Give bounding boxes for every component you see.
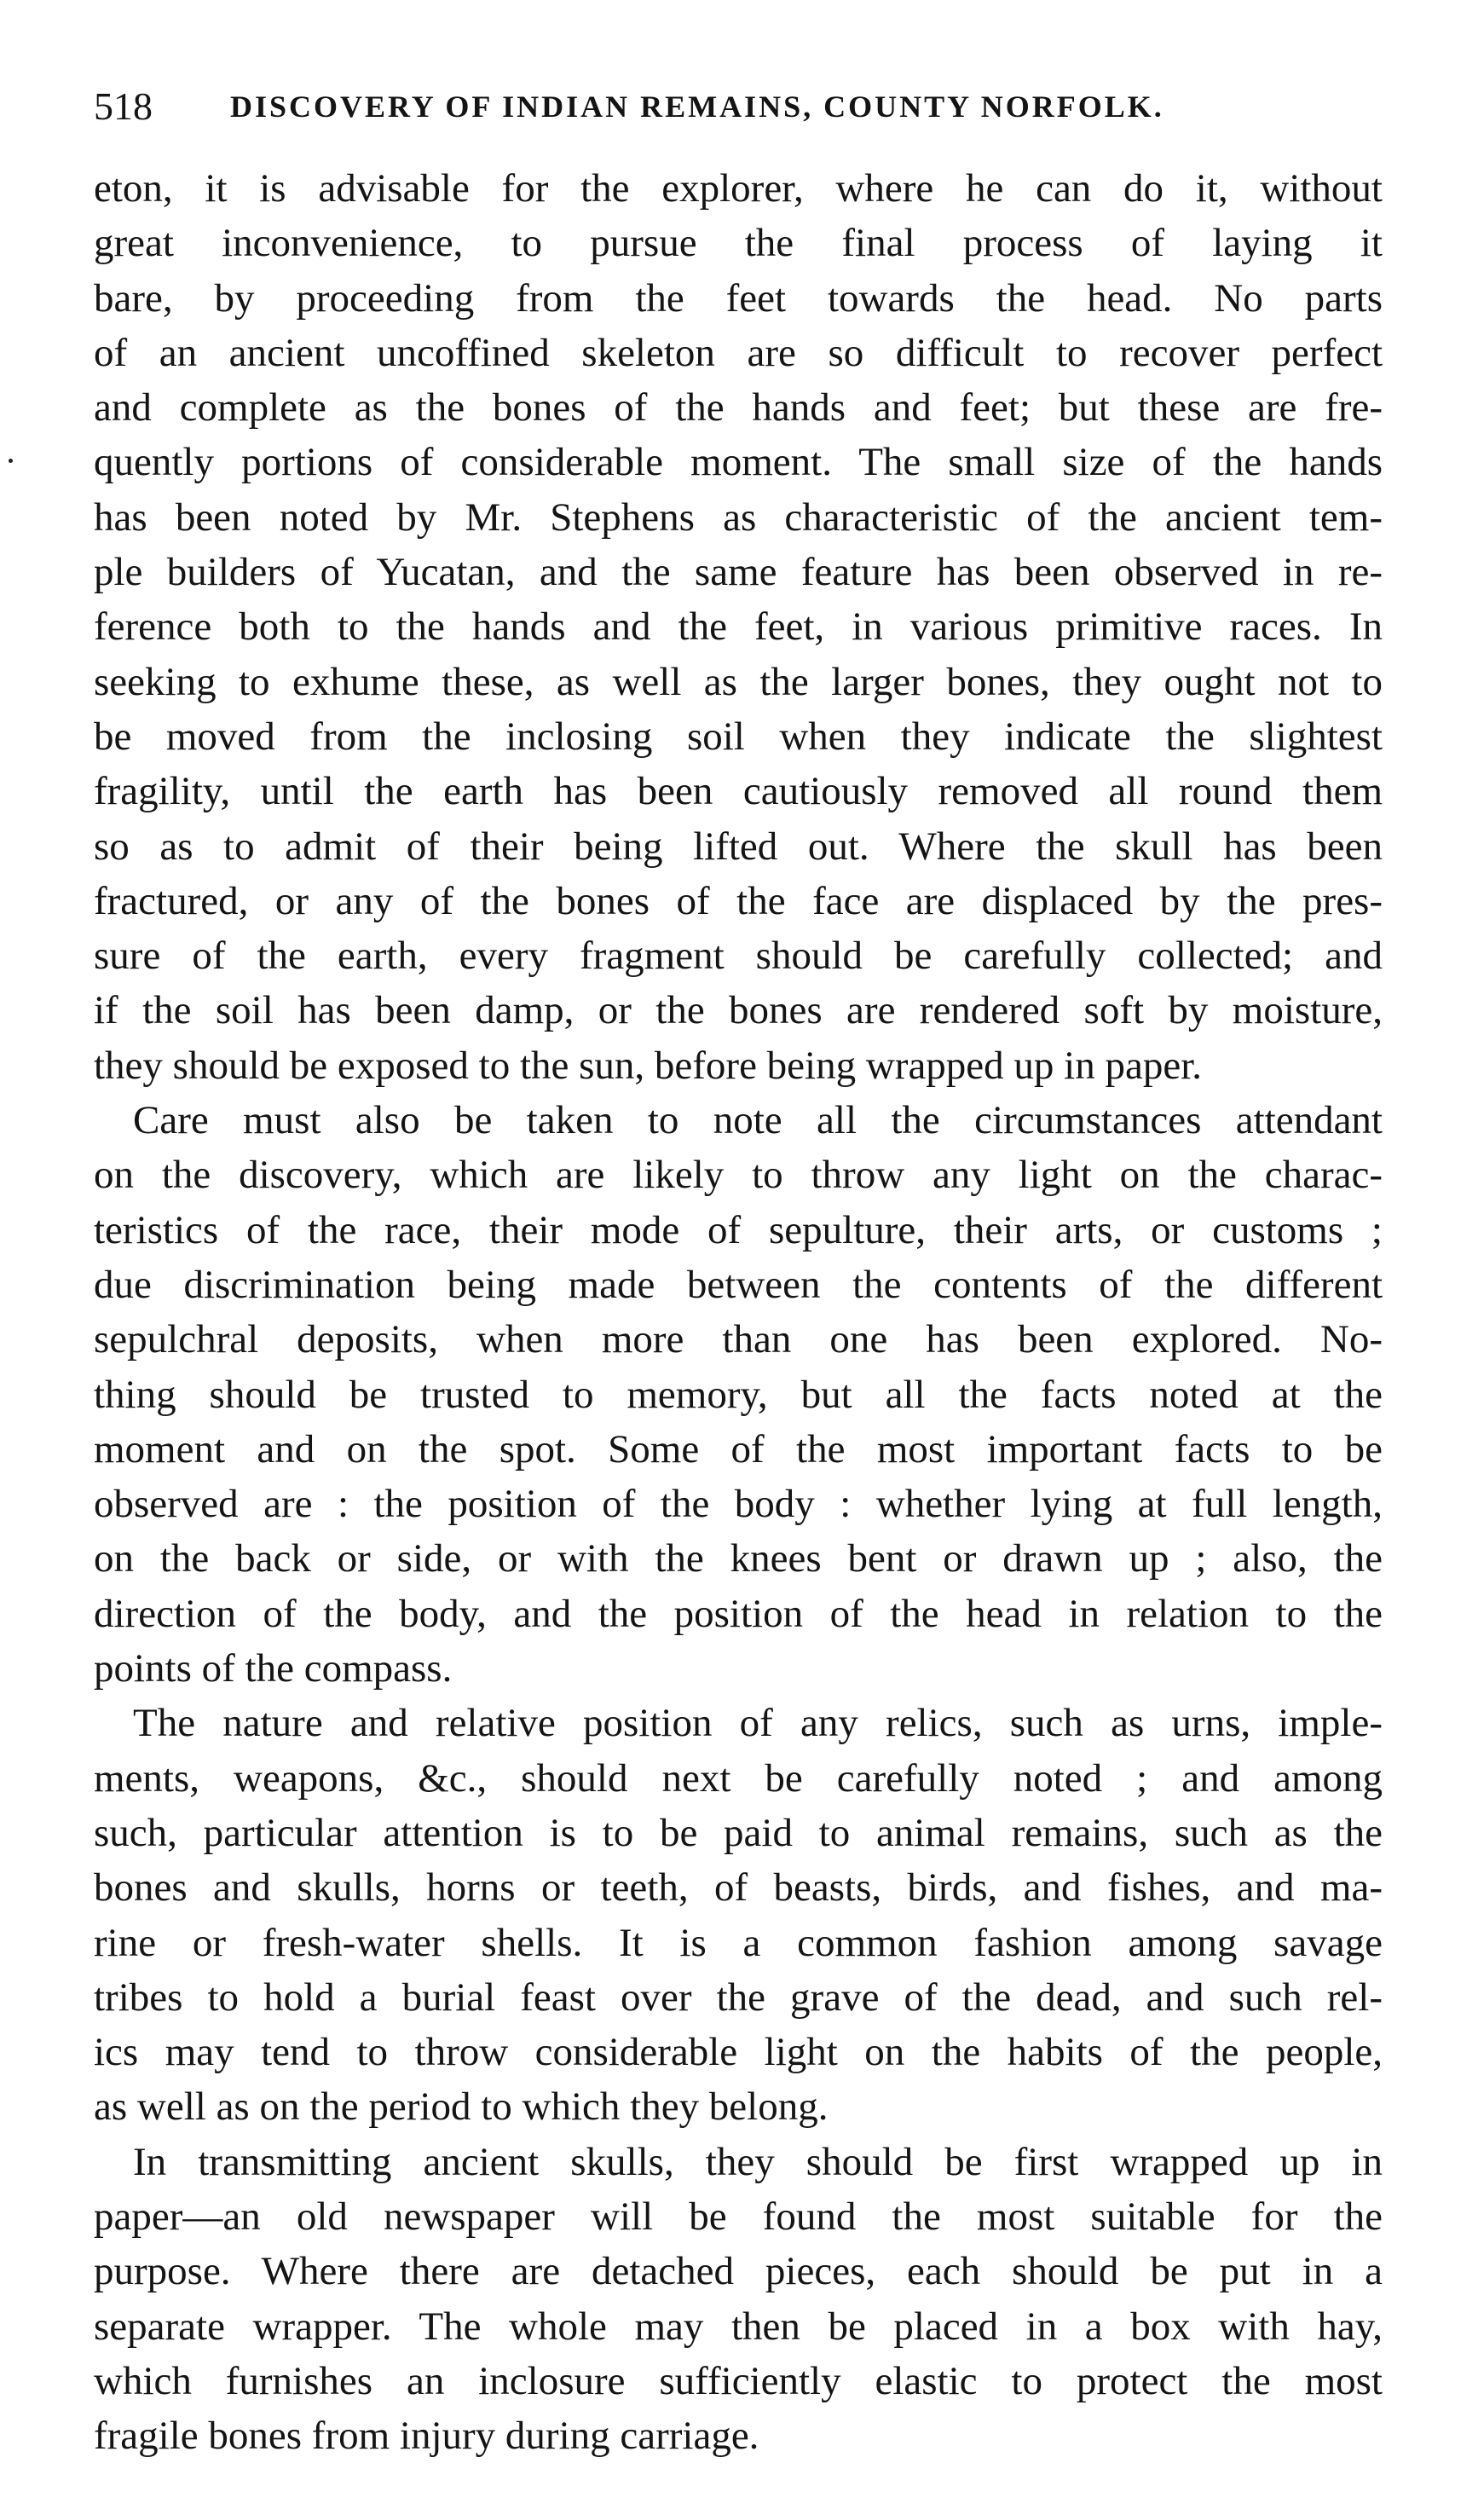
text-line: purpose. Where there are detached pieces, each should be put in a [94, 2249, 1383, 2294]
text-line: sure of the earth, every fragment should be carefully collected; and [94, 934, 1383, 979]
text-line: paper—an old newspaper will be found the most suitable for the [94, 2194, 1383, 2239]
text-line: seeking to exhume these, as well as the larger bones, they ought not to [94, 659, 1383, 704]
text-line: fragility, until the earth has been cautiously removed all round them [94, 769, 1383, 814]
text-line: Care must also be taken to note all the circumstances attendant [133, 1098, 1383, 1143]
text-line: fractured, or any of the bones of the face are displaced by the pres- [94, 878, 1383, 923]
book-page [94, 81, 1383, 2463]
text-line: observed are : the position of the body : whether lying at full length, [94, 1482, 1383, 1527]
text-line: direction of the body, and the position of the head in relation to the [94, 1591, 1383, 1636]
text-line: The nature and relative position of any relics, such as urns, imple- [133, 1701, 1383, 1746]
text-line: ference both to the hands and the feet, in various primitive races. In [94, 604, 1383, 650]
text-line: due discrimination being made between the contents of the different [94, 1262, 1383, 1307]
text-line: sepulchral deposits, when more than one has been explored. No- [94, 1317, 1383, 1362]
margin-mark [9, 459, 13, 463]
running-title: DISCOVERY OF INDIAN REMAINS, COUNTY NORFOLK. [230, 90, 1164, 124]
text-line: which furnishes an inclosure sufficiently elastic to protect the most [94, 2358, 1383, 2403]
paragraph [94, 2135, 1383, 2464]
text-line: if the soil has been damp, or the bones are rendered soft by moisture, [94, 988, 1383, 1033]
text-line: be moved from the inclosing soil when they indicate the slightest [94, 714, 1383, 759]
text-line: teristics of the race, their mode of sepulture, their arts, or customs ; [94, 1207, 1383, 1252]
running-head [94, 81, 1383, 132]
paragraph [94, 161, 1383, 1093]
text-line: ple builders of Yucatan, and the same feature has been observed in re- [94, 550, 1383, 595]
body-text [94, 161, 1383, 2463]
text-line: bones and skulls, horns or teeth, of beasts, birds, and fishes, and ma- [94, 1865, 1383, 1911]
paragraph [94, 1696, 1383, 2134]
text-line: fragile bones from injury during carriage. [94, 2414, 759, 2459]
text-line: moment and on the spot. Some of the most important facts to be [94, 1426, 1383, 1471]
text-line: points of the compass. [94, 1646, 453, 1691]
paragraph [94, 1093, 1383, 1696]
text-line: they should be exposed to the sun, before being wrapped up in paper. [94, 1043, 1203, 1088]
text-line: on the discovery, which are likely to throw any light on the charac- [94, 1153, 1383, 1198]
text-line: rine or fresh-water shells. It is a common fashion among savage [94, 1920, 1383, 1965]
text-line: as well as on the period to which they belong. [94, 2084, 829, 2130]
text-line: of an ancient uncoffined skeleton are so difficult to recover perfect [94, 330, 1383, 375]
text-line: quently portions of considerable moment. The small size of the hands [94, 440, 1383, 485]
text-line: bare, by proceeding from the feet towards the head. No parts [94, 275, 1383, 321]
text-line: so as to admit of their being lifted out. Where the skull has been [94, 824, 1383, 869]
text-line: eton, it is advisable for the explorer, where he can do it, without [94, 166, 1383, 211]
text-line: separate wrapper. The whole may then be placed in a box with hay, [94, 2304, 1383, 2349]
text-line: such, particular attention is to be paid to animal remains, such as the [94, 1810, 1383, 1855]
text-line: ments, weapons, &c., should next be carefully noted ; and among [94, 1755, 1383, 1801]
text-line: has been noted by Mr. Stephens as characteristic of the ancient tem- [94, 494, 1383, 540]
text-line: on the back or side, or with the knees bent or drawn up ; also, the [94, 1536, 1383, 1581]
text-line: thing should be trusted to memory, but all the facts noted at the [94, 1372, 1383, 1417]
text-line: ics may tend to throw considerable light on the habits of the people, [94, 2030, 1383, 2075]
text-line: tribes to hold a burial feast over the grave of the dead, and such rel- [94, 1974, 1383, 2020]
text-line: and complete as the bones of the hands and feet; but these are fre- [94, 385, 1383, 431]
page-number: 518 [94, 84, 153, 128]
text-line: great inconvenience, to pursue the final process of laying it [94, 221, 1383, 266]
text-line: In transmitting ancient skulls, they should be first wrapped up in [133, 2139, 1383, 2184]
